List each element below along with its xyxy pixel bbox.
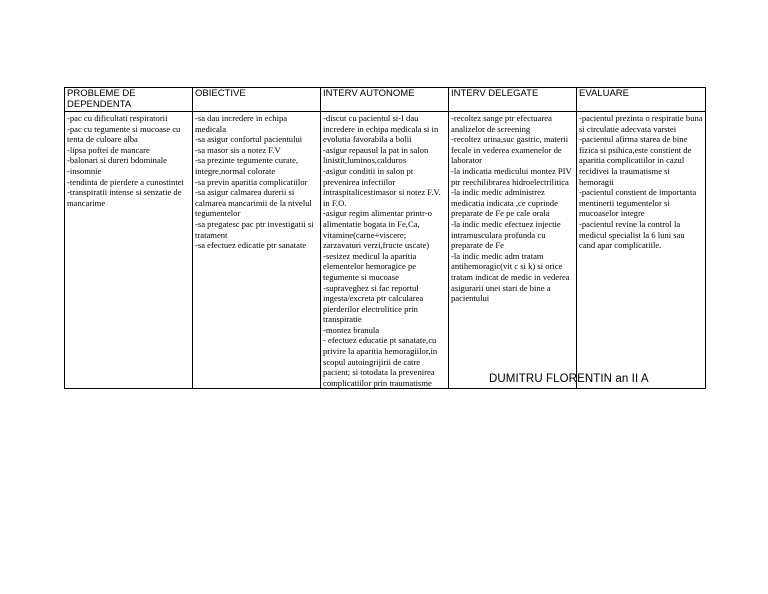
list-item: -sa dau incredere in echipa medicala	[195, 113, 288, 134]
list-item: -sesizez medicul la aparitia elementelor hemoragice pe tegumente si mucoase	[323, 250, 417, 282]
list-item: -pacientul constient de importanta mentinerii tegumentelor si mucoaselor integre	[579, 187, 697, 219]
list-item: -pac cu dificultati respiratorii	[67, 113, 168, 123]
header-evaluare: EVALUARE	[577, 88, 706, 112]
list-item: -pacientul afirma starea de bine fizica si psihica,este constient de aparitia complicatiilor in cazul recidivei la traumatisme si hemoragii	[579, 134, 692, 187]
header-obiective: OBIECTIVE	[193, 88, 321, 112]
list-item: -sa prezinte tegumente curate, integre,normal colorate	[195, 155, 299, 176]
list-item: -sa asigur calmarea durerii si calmarea mancarimii de la nivelul tegumentelor	[195, 187, 312, 219]
header-interv-autonome: INTERV AUTONOME	[321, 88, 449, 112]
list-item: -lipsa poftei de mancare	[67, 144, 150, 155]
list-item: -montez branula	[323, 324, 380, 335]
list-item: -pacientul revine la control la medicul specialist la 6 luni sau cand apar complicatiile.	[579, 218, 685, 251]
list-item: -asigur conditii in salon pt prevenirea infectiilor intraspitalicestimasor si notez F.V. in F.O.	[323, 165, 441, 208]
list-item: -transpiratii intense si senzatie de mancarime	[67, 187, 182, 208]
table-header-row	[65, 88, 706, 112]
list-item: -asigur repausul la pat in salon linistit,luminos,calduros	[323, 144, 429, 166]
list-item: -sa previn aparitia complicatiilor	[195, 176, 308, 187]
header-probleme-de-dependenta: PROBLEME DE DEPENDENTA	[65, 88, 193, 112]
care-plan-table	[64, 87, 706, 389]
list-item: -la indicatia medicului montez PIV ptr reechilibrarea hidroelectrilitica	[451, 165, 572, 187]
header-interv-delegate: INTERV DELEGATE	[449, 88, 577, 112]
list-item: -sa pregatesc pac ptr investigatii si tratament	[195, 218, 314, 240]
list-item: -la indic medic adm tratam antihemoragic(vit c si k) si orice tratam indicat de medic in vederea asigurarii unei stari de bine a pacientului	[451, 250, 570, 304]
list-item: -recoltez urina,suc gastric, materii fecale in vederea examenelor de laborator	[451, 134, 569, 166]
list-item: -insomnie	[67, 165, 102, 176]
list-item: -sa efectuez edicatie ptr sanatate	[195, 240, 307, 251]
table-row	[65, 112, 706, 389]
list-item: -sa asigur confortul pacientului	[195, 134, 303, 145]
cell-interv-autonome	[321, 112, 449, 389]
cell-interv-delegate	[449, 112, 577, 389]
cell-evaluare	[577, 112, 706, 389]
list-item: -pacientul prezinta o respiratie buna si circulatie adecvata varstei	[579, 113, 703, 134]
cell-probleme-de-dependenta	[65, 112, 193, 389]
list-item: -asigur regim alimentar printr-o alimentatie bogata in Fe,Ca, vitamine(carne+viscere; zarzavaturi verzi,fructe uscate)	[323, 208, 432, 251]
cell-obiective	[193, 112, 321, 389]
author-signature: DUMITRU FLORENTIN an II A	[489, 373, 649, 385]
list-item: -supraveghez si fac reportul ingesta/excreta ptr calcularea pierderilor electrolitice prin transpiratie	[323, 282, 424, 325]
list-item: -discut cu pacientul si-I dau incredere in echipa medicala si in evolutia favorabila a bolii	[323, 113, 439, 145]
list-item: -tendinta de pierdere a cunostintei	[67, 176, 184, 187]
list-item: -la indic medic administrez medicatia indicata ,ce cuprinde preparate de Fe pe cale orala	[451, 187, 558, 219]
list-item: -balonari si dureri bdominale	[67, 155, 167, 166]
list-item: -la indic medic efectuez injectie intramusculara profunda cu preparate de Fe	[451, 218, 561, 251]
list-item: -sa masor sis a notez F.V	[195, 144, 281, 155]
list-item: -recoltez sange ptr efectuarea analizelor de screening	[451, 113, 552, 134]
list-item: - efectuez educatie pt sanatate,cu privire la aparitia hemoragiilor,in scopul autoingrijirii de catre pacient; si totodata la prevenirea complicatiilor prin traumatisme	[323, 335, 438, 388]
list-item: -pac cu tegumente si mucoase cu tenta de culoare alba	[67, 123, 181, 145]
